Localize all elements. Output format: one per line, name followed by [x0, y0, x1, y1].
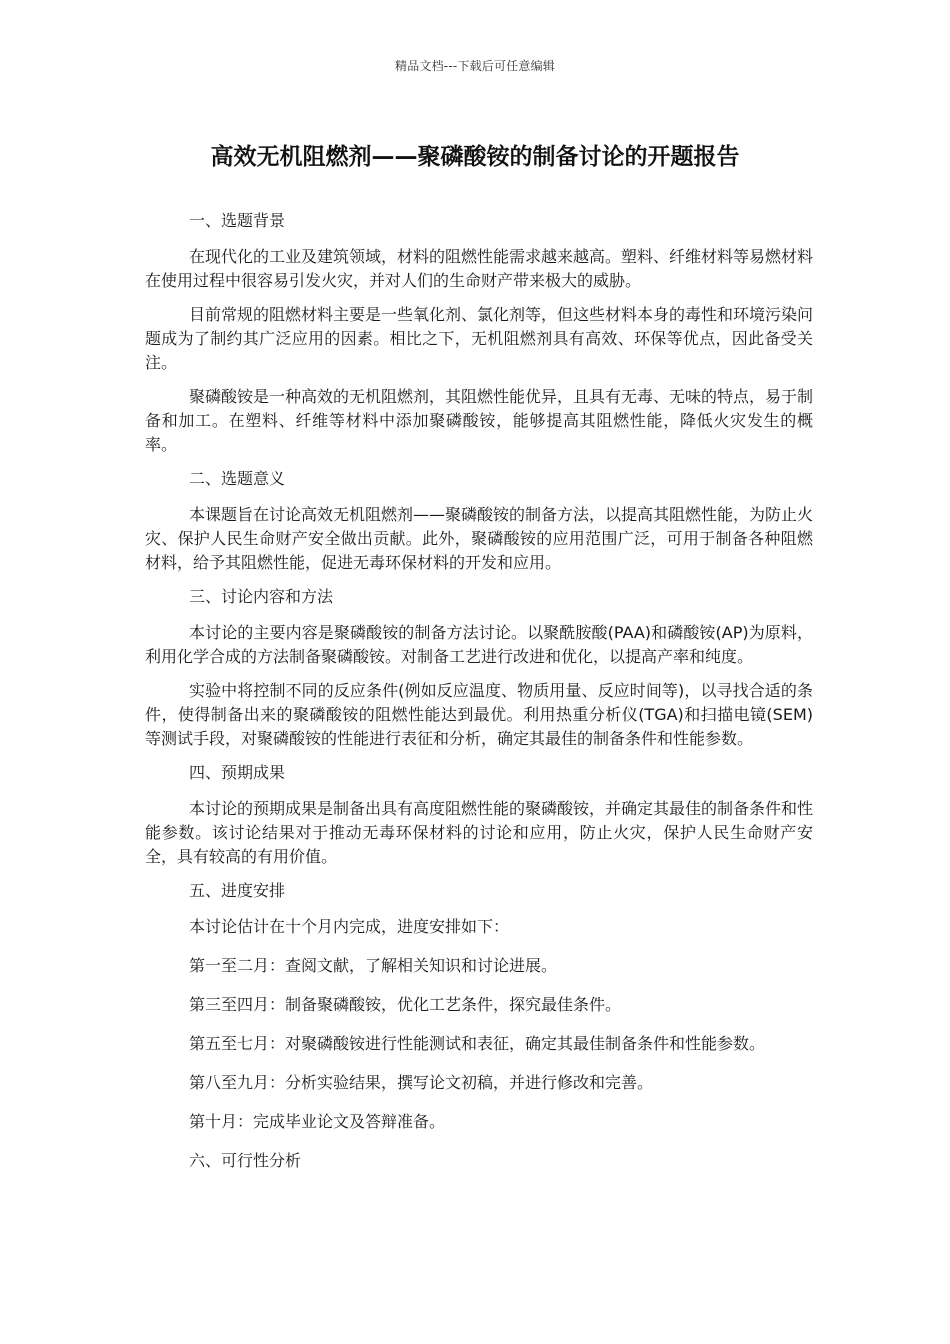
- schedule-item: 第五至七月：对聚磷酸铵进行性能测试和表征，确定其最佳制备条件和性能参数。: [189, 1034, 766, 1053]
- body-paragraph: 聚磷酸铵是一种高效的无机阻燃剂，其阻燃性能优异，且具有无毒、无味的特点，易于制备和加工。在塑料、纤维等材料中添加聚磷酸铵，能够提高其阻燃性能，降低火灾发生的概率。: [145, 387, 814, 454]
- body-paragraph: 本讨论的预期成果是制备出具有高度阻燃性能的聚磷酸铵，并确定其最佳的制备条件和性能参数。该讨论结果对于推动无毒环保材料的讨论和应用，防止火灾，保护人民生命财产安全，具有较高的有用价值。: [145, 799, 814, 866]
- document-body: [145, 206, 813, 1185]
- section-heading: 六、可行性分析: [189, 1151, 302, 1170]
- document-title: 高效无机阻燃剂——聚磷酸铵的制备讨论的开题报告: [210, 144, 740, 170]
- schedule-item: 第三至四月：制备聚磷酸铵，优化工艺条件，探究最佳条件。: [189, 995, 622, 1014]
- section-heading: 四、预期成果: [189, 763, 286, 782]
- schedule-intro: 本讨论估计在十个月内完成，进度安排如下：: [189, 917, 510, 936]
- body-paragraph: 本课题旨在讨论高效无机阻燃剂——聚磷酸铵的制备方法，以提高其阻燃性能，为防止火灾、保护人民生命财产安全做出贡献。此外，聚磷酸铵的应用范围广泛，可用于制备各种阻燃材料，给予其阻燃性能，促进无毒环保材料的开发和应用。: [145, 505, 814, 572]
- body-paragraph: 本讨论的主要内容是聚磷酸铵的制备方法讨论。以聚酰胺酸(PAA)和磷酸铵(AP)为原料，利用化学合成的方法制备聚磷酸铵。对制备工艺进行改进和优化，以提高产率和纯度。: [145, 623, 813, 666]
- section-heading: 五、进度安排: [189, 881, 286, 900]
- section-heading: 三、讨论内容和方法: [189, 587, 334, 606]
- page-header-note: 精品文档---下载后可任意编辑: [395, 59, 555, 73]
- body-paragraph: 在现代化的工业及建筑领域，材料的阻燃性能需求越来越高。塑料、纤维材料等易燃材料在使用过程中很容易引发火灾，并对人们的生命财产带来极大的威胁。: [145, 247, 814, 290]
- schedule-item: 第八至九月：分析实验结果，撰写论文初稿，并进行修改和完善。: [189, 1073, 654, 1092]
- section-heading: 一、选题背景: [189, 211, 286, 230]
- schedule-item: 第一至二月：查阅文献，了解相关知识和讨论进展。: [189, 956, 558, 975]
- section-heading: 二、选题意义: [189, 469, 286, 488]
- body-paragraph: 目前常规的阻燃材料主要是一些氧化剂、氯化剂等，但这些材料本身的毒性和环境污染问题成为了制约其广泛应用的因素。相比之下，无机阻燃剂具有高效、环保等优点，因此备受关注。: [145, 305, 814, 372]
- body-paragraph: 实验中将控制不同的反应条件(例如反应温度、物质用量、反应时间等)，以寻找合适的条件，使得制备出来的聚磷酸铵的阻燃性能达到最优。利用热重分析仪(TGA)和扫描电镜(SEM)等测试手段，对聚磷酸铵的性能进行表征和分析，确定其最佳的制备条件和性能参数。: [145, 681, 813, 748]
- schedule-item: 第十月：完成毕业论文及答辩准备。: [189, 1112, 446, 1131]
